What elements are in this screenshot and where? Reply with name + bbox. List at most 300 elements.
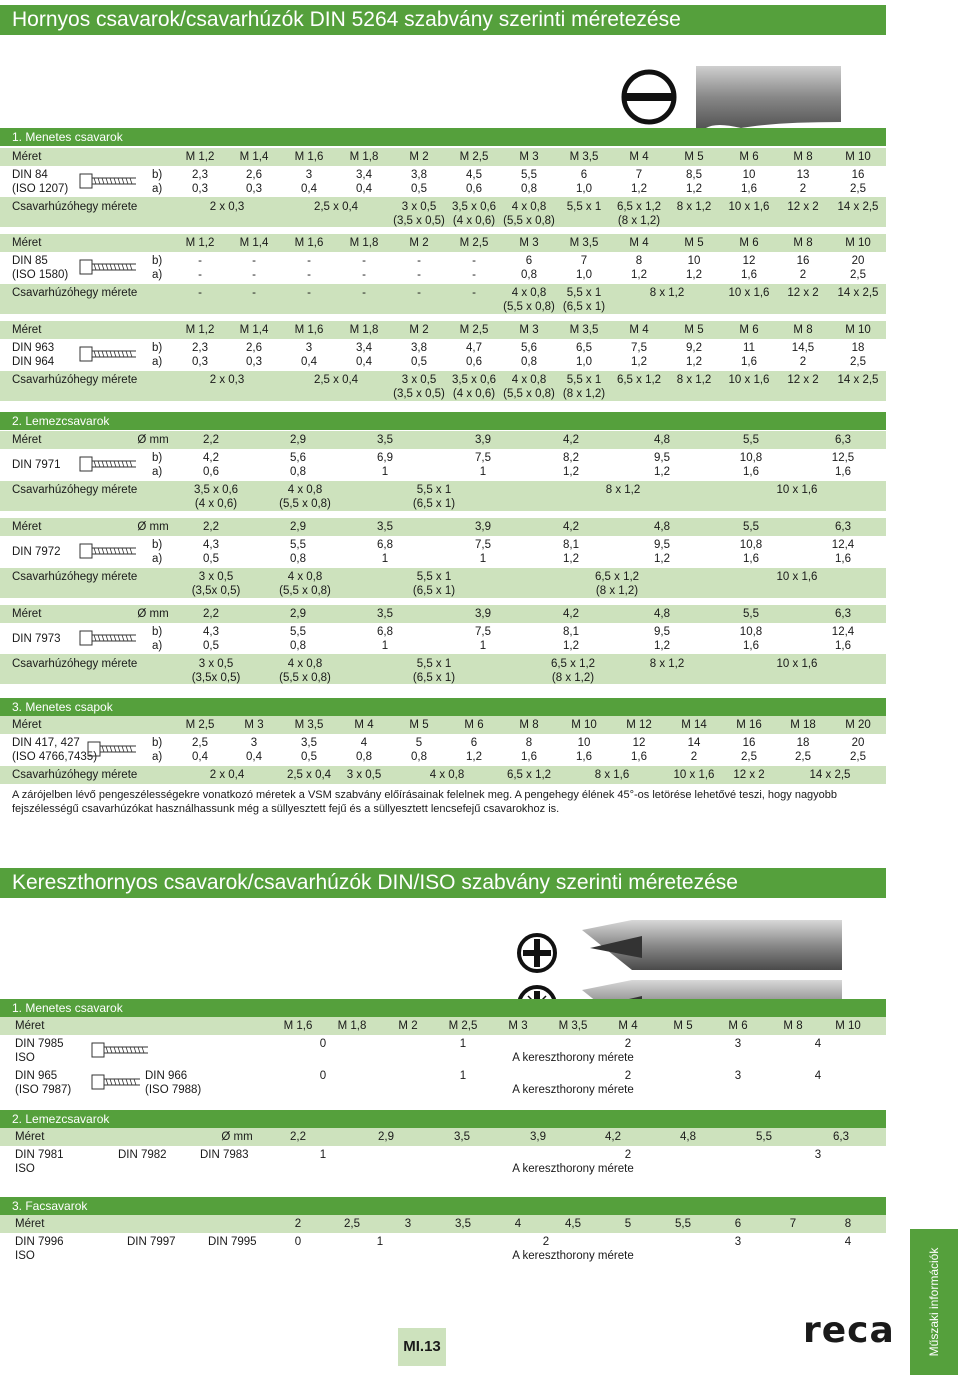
value-b: 10,8 [739, 452, 763, 464]
cross-size: 1 [459, 1070, 467, 1082]
size-header: 4 [514, 1218, 522, 1230]
tip-size: 3 x 0,5 [401, 374, 437, 386]
value-b: - [198, 255, 202, 267]
value-a: - [252, 269, 256, 281]
size-header: M 8 [793, 324, 813, 336]
size-header: M 1,8 [349, 237, 379, 249]
value-b: - [472, 255, 476, 267]
tip-size-alt: (8 x 1,2) [551, 672, 595, 684]
value-a: 0,3 [192, 356, 208, 368]
value-b: 14,5 [791, 342, 815, 354]
size-header: M 1,8 [349, 151, 379, 163]
standard-name: DIN 964 [12, 356, 55, 368]
size-header: 4,2 [605, 1131, 621, 1143]
section-title-slotted: Hornyos csavarok/csavarhúzók DIN 5264 szabvány szerinti méretezése [0, 5, 886, 35]
value-b: 2,3 [192, 169, 208, 181]
tip-size: 4 x 0,8 [287, 571, 323, 583]
side-tab: Műszaki információk [910, 1229, 958, 1375]
standard-name: DIN 7997 [127, 1236, 176, 1248]
value-a: 1,6 [576, 751, 592, 763]
value-b: 3 [305, 342, 313, 354]
value-a: 1,2 [654, 553, 670, 565]
value-b: 10 [577, 737, 591, 749]
size-header: M 8 [519, 719, 539, 731]
row-label-tip: Csavarhúzóhegy mérete [12, 769, 138, 781]
size-header: 2,2 [203, 434, 219, 446]
row-label-size: Méret [15, 1131, 45, 1143]
section-heading: 3. Menetes csapok [0, 698, 886, 716]
size-header: M 2,5 [459, 324, 489, 336]
size-header: M 1,2 [185, 237, 215, 249]
row-label-a: a) [152, 640, 163, 652]
standard-name: (ISO 1580) [12, 269, 69, 281]
value-a: 1,2 [466, 751, 482, 763]
standard-name: (ISO 7987) [15, 1084, 72, 1096]
size-header: 7 [789, 1218, 797, 1230]
value-a: 1,2 [563, 466, 579, 478]
value-a: 0,4 [301, 183, 317, 195]
value-a: - [472, 269, 476, 281]
tip-size-alt: (5,5 x 0,8) [503, 388, 555, 400]
value-a: 1,6 [631, 751, 647, 763]
value-a: 0,4 [246, 751, 262, 763]
row-label-tip: Csavarhúzóhegy mérete [12, 374, 138, 386]
tip-size-alt: (3,5 x 0,5) [393, 388, 445, 400]
row-label-b: b) [152, 255, 163, 267]
row-label-tip: Csavarhúzóhegy mérete [12, 658, 138, 670]
value-a: 1,6 [743, 466, 759, 478]
value-b: 20 [851, 737, 865, 749]
tip-size-alt: (8 x 1,2) [562, 388, 606, 400]
cross-size: 4 [844, 1236, 852, 1248]
value-a: 1,2 [654, 466, 670, 478]
size-header: 3,5 [377, 608, 393, 620]
value-a: 0,4 [301, 356, 317, 368]
size-header: 2,2 [203, 608, 219, 620]
standard-name: DIN 7971 [12, 459, 61, 471]
size-header: 3,9 [475, 521, 491, 533]
value-b: 5,5 [521, 169, 537, 181]
tip-size: 3 x 0,5 [198, 658, 234, 670]
value-a: 1 [381, 466, 389, 478]
tip-size: 2 x 0,4 [209, 769, 245, 781]
tip-size-alt: (4 x 0,6) [194, 498, 238, 510]
value-b: 9,2 [686, 342, 702, 354]
row-label-size: Méret [12, 521, 42, 533]
row-label-a: a) [152, 269, 163, 281]
tip-size: 2,5 x 0,4 [286, 769, 332, 781]
size-header: 4,8 [654, 434, 670, 446]
size-header: M 1,6 [294, 151, 324, 163]
tip-size-alt: (4 x 0,6) [452, 388, 496, 400]
cross-size: 3 [734, 1070, 742, 1082]
value-b: 18 [851, 342, 865, 354]
size-header: 4,8 [680, 1131, 696, 1143]
size-header: M 6 [739, 237, 759, 249]
row-label-a: a) [152, 466, 163, 478]
value-a: 2,5 [850, 751, 866, 763]
value-a: 1 [381, 640, 389, 652]
size-header: 5 [624, 1218, 632, 1230]
size-header: 5,5 [743, 521, 759, 533]
cross-size: 0 [294, 1236, 302, 1248]
value-b: 5,6 [521, 342, 537, 354]
tip-size: - [198, 287, 202, 299]
size-header: M 3,5 [558, 1020, 588, 1032]
row-label-tip: Csavarhúzóhegy mérete [12, 571, 138, 583]
section-heading: 2. Lemezcsavarok [0, 1110, 886, 1128]
value-b: 8,2 [563, 452, 579, 464]
size-header: 2,9 [290, 434, 306, 446]
size-header: M 8 [783, 1020, 803, 1032]
size-header: M 5 [684, 237, 704, 249]
standard-name: DIN 7981 [15, 1149, 64, 1161]
value-b: 2,6 [246, 169, 262, 181]
value-b: 6,5 [576, 342, 592, 354]
size-header: 3,9 [475, 434, 491, 446]
value-a: 1,2 [563, 553, 579, 565]
value-b: 3,5 [301, 737, 317, 749]
value-a: 0,8 [290, 640, 306, 652]
row-label-size: Méret [12, 151, 42, 163]
tip-size: 8 x 1,2 [676, 374, 712, 386]
size-header: M 2,5 [459, 237, 489, 249]
size-header: M 1,2 [185, 151, 215, 163]
size-header: 3,9 [530, 1131, 546, 1143]
cross-size: 1 [376, 1236, 384, 1248]
tip-size: 6,5 x 1,2 [506, 769, 552, 781]
value-a: 1,0 [576, 356, 592, 368]
value-a: 0,5 [203, 640, 219, 652]
size-header: 4,2 [563, 434, 579, 446]
value-b: 3,8 [411, 342, 427, 354]
value-b: - [417, 255, 421, 267]
row-label-size: Méret [12, 608, 42, 620]
tip-size: 4 x 0,8 [287, 658, 323, 670]
size-header: M 3 [519, 237, 539, 249]
value-a: 1 [479, 640, 487, 652]
value-a: 2,5 [850, 183, 866, 195]
value-a: 2 [799, 356, 807, 368]
row-label-size: Méret [12, 719, 42, 731]
tip-size: - [252, 287, 256, 299]
screw-diagram-icon [86, 738, 138, 760]
size-header: 6,3 [833, 1131, 849, 1143]
value-a: 0,6 [203, 466, 219, 478]
tip-size: 14 x 2,5 [837, 201, 879, 213]
tip-size-alt: (3,5x 0,5) [191, 585, 241, 597]
screw-diagram-icon [78, 540, 138, 562]
value-a: 2 [799, 269, 807, 281]
tip-size: - [417, 287, 421, 299]
value-b: 10,8 [739, 539, 763, 551]
size-header: M 2 [398, 1020, 418, 1032]
value-b: 4,5 [466, 169, 482, 181]
row-label-a: a) [152, 751, 163, 763]
size-header: 4,2 [563, 521, 579, 533]
value-a: 1,6 [521, 751, 537, 763]
standard-name: DIN 7972 [12, 546, 61, 558]
size-header: M 16 [736, 719, 762, 731]
size-header: M 4 [629, 237, 649, 249]
size-header: 2 [294, 1218, 302, 1230]
tip-size: 14 x 2,5 [837, 287, 879, 299]
size-header: 5,5 [743, 608, 759, 620]
cross-size: 4 [814, 1070, 822, 1082]
cross-size: 2 [542, 1236, 550, 1248]
value-b: 7,5 [475, 452, 491, 464]
value-a: 1,0 [576, 183, 592, 195]
tip-size-alt: (5,5 x 0,8) [503, 215, 555, 227]
size-header: M 10 [845, 237, 871, 249]
size-header: M 1,2 [185, 324, 215, 336]
cross-size: 4 [814, 1038, 822, 1050]
value-a: 0,8 [521, 183, 537, 195]
size-header: M 1,6 [283, 1020, 313, 1032]
size-header: M 2,5 [185, 719, 215, 731]
section-title-phillips: Kereszthornyos csavarok/csavarhúzók DIN/ISO szabvány szerinti méretezése [0, 868, 886, 898]
value-b: 3 [250, 737, 258, 749]
tip-size-alt: (4 x 0,6) [452, 215, 496, 227]
row-label-tip: Csavarhúzóhegy mérete [12, 484, 138, 496]
value-b: 3,8 [411, 169, 427, 181]
value-b: 5,5 [290, 626, 306, 638]
row-label-b: b) [152, 342, 163, 354]
value-b: 9,5 [654, 626, 670, 638]
size-header: 6,3 [835, 521, 851, 533]
standard-name: ISO [15, 1163, 35, 1175]
size-header: M 8 [793, 151, 813, 163]
cross-size: 0 [319, 1070, 327, 1082]
tip-size: 3 x 0,5 [401, 201, 437, 213]
value-b: 18 [796, 737, 810, 749]
value-b: 5,5 [290, 539, 306, 551]
size-header: 4,8 [654, 521, 670, 533]
size-header: 4,5 [565, 1218, 581, 1230]
size-header: M 10 [845, 151, 871, 163]
size-header: M 1,8 [337, 1020, 367, 1032]
size-header: 3,5 [377, 434, 393, 446]
size-header: 2,9 [290, 608, 306, 620]
value-a: 2,5 [795, 751, 811, 763]
value-b: 13 [796, 169, 810, 181]
tip-size: 10 x 1,6 [673, 769, 715, 781]
size-header: M 1,4 [239, 324, 269, 336]
screw-diagram-icon [90, 1071, 142, 1093]
value-a: - [362, 269, 366, 281]
value-b: 8 [525, 737, 533, 749]
row-label-tip: Csavarhúzóhegy mérete [12, 287, 138, 299]
value-b: 12,4 [831, 539, 855, 551]
tip-size-alt: (6,5 x 1) [412, 672, 456, 684]
size-header: M 10 [835, 1020, 861, 1032]
screw-diagram-icon [78, 256, 138, 278]
value-a: - [307, 269, 311, 281]
value-b: 10 [742, 169, 756, 181]
size-header: 6,3 [835, 608, 851, 620]
standard-name: DIN 7983 [200, 1149, 249, 1161]
size-header: M 5 [684, 151, 704, 163]
size-header: M 12 [626, 719, 652, 731]
tip-size: 2,5 x 0,4 [313, 201, 359, 213]
value-b: 6 [580, 169, 588, 181]
standard-name: DIN 965 [15, 1070, 58, 1082]
value-b: 4,3 [203, 626, 219, 638]
row-label-a: a) [152, 553, 163, 565]
value-a: 2,5 [741, 751, 757, 763]
tip-size: 4 x 0,8 [287, 484, 323, 496]
screw-diagram-icon [78, 627, 138, 649]
tip-size: 5,5 x 1 [416, 571, 452, 583]
tip-size: 12 x 2 [787, 287, 819, 299]
size-header: 3,5 [377, 521, 393, 533]
tip-size: 2,5 x 0,4 [313, 374, 359, 386]
value-a: 1,6 [741, 356, 757, 368]
tip-size: 4 x 0,8 [429, 769, 465, 781]
cross-size: 1 [459, 1038, 467, 1050]
value-b: 5,6 [290, 452, 306, 464]
value-a: 2,5 [850, 356, 866, 368]
value-b: 16 [742, 737, 756, 749]
phillips-head-icon [516, 932, 558, 974]
value-a: 1,2 [631, 269, 647, 281]
tip-size: 5,5 x 1 [416, 484, 452, 496]
value-b: 9,5 [654, 452, 670, 464]
value-b: 12,4 [831, 626, 855, 638]
tip-size-alt: (6,5 x 1) [562, 301, 606, 313]
size-header: M 3 [244, 719, 264, 731]
standard-name: (ISO 7988) [145, 1084, 202, 1096]
size-header: M 3 [519, 151, 539, 163]
size-header: M 5 [673, 1020, 693, 1032]
size-header: M 6 [739, 151, 759, 163]
value-b: 12 [742, 255, 756, 267]
value-b: 10,8 [739, 626, 763, 638]
size-header: 5,5 [675, 1218, 691, 1230]
value-a: 1,2 [686, 356, 702, 368]
standard-name: ISO [15, 1250, 35, 1262]
value-a: 1,6 [741, 269, 757, 281]
cross-size: 2 [624, 1149, 632, 1161]
footnote: A zárójelben lévő pengeszélességekre vonatkozó méretek a VSM szabvány előírásainak felelnek meg. A pengehegy élének 45°-os letörése lehetővé teszi, hogy nagyobb fejszélességű csavarhúzókat használhassunk még a süllyesztett fejű és a süllyesztett lencsefejű csavarokhoz is. [12, 789, 838, 815]
size-header: M 4 [629, 324, 649, 336]
value-a: 1,2 [686, 269, 702, 281]
size-header: 5,5 [756, 1131, 772, 1143]
value-b: 16 [851, 169, 865, 181]
value-a: 1,6 [835, 553, 851, 565]
value-b: 12 [632, 737, 646, 749]
size-header: 3,5 [455, 1218, 471, 1230]
size-header: M 1,6 [294, 237, 324, 249]
value-b: 6 [470, 737, 478, 749]
row-label-size: Méret [15, 1020, 45, 1032]
tip-size: 3 x 0,5 [198, 571, 234, 583]
value-b: 6,8 [377, 626, 393, 638]
value-a: 1,2 [654, 640, 670, 652]
row-label-tip: Csavarhúzóhegy mérete [12, 201, 138, 213]
size-header: 3 [404, 1218, 412, 1230]
value-a: 0,8 [521, 269, 537, 281]
size-header: M 3 [519, 324, 539, 336]
value-a: - [417, 269, 421, 281]
unit-label: Ø mm [137, 434, 169, 446]
value-b: 2,3 [192, 342, 208, 354]
size-header: M 1,4 [239, 237, 269, 249]
size-header: M 6 [728, 1020, 748, 1032]
row-label-a: a) [152, 356, 163, 368]
row-label-b: b) [152, 169, 163, 181]
value-b: 12,5 [831, 452, 855, 464]
value-a: 0,5 [301, 751, 317, 763]
size-header: M 6 [739, 324, 759, 336]
size-header: 2,5 [344, 1218, 360, 1230]
value-a: 1,6 [741, 183, 757, 195]
slotted-head-icon [620, 68, 678, 126]
standard-name: DIN 966 [145, 1070, 188, 1082]
value-a: 0,3 [192, 183, 208, 195]
row-label-a: a) [152, 183, 163, 195]
value-a: 0,5 [411, 183, 427, 195]
value-a: - [198, 269, 202, 281]
tip-size: 10 x 1,6 [728, 287, 770, 299]
tip-size: 8 x 1,2 [605, 484, 641, 496]
tip-size: 5,5 x 1 [566, 287, 602, 299]
size-header: 2,9 [378, 1131, 394, 1143]
tip-size-alt: (6,5 x 1) [412, 498, 456, 510]
value-a: 1 [381, 553, 389, 565]
tip-size-alt: (6,5 x 1) [412, 585, 456, 597]
standard-name: DIN 7985 [15, 1038, 64, 1050]
tip-size: 10 x 1,6 [776, 484, 818, 496]
cross-label: A kereszthorony mérete [512, 1052, 634, 1064]
tip-size-alt: (3,5x 0,5) [191, 672, 241, 684]
size-header: M 10 [845, 324, 871, 336]
screw-diagram-icon [78, 170, 138, 192]
size-header: 4,8 [654, 608, 670, 620]
value-a: 1 [479, 466, 487, 478]
cross-size: 0 [319, 1038, 327, 1050]
value-b: 6 [525, 255, 533, 267]
size-header: 3,9 [475, 608, 491, 620]
value-a: 1,2 [563, 640, 579, 652]
size-header: 6,3 [835, 434, 851, 446]
tip-size: 6,5 x 1,2 [616, 201, 662, 213]
value-b: 9,5 [654, 539, 670, 551]
tip-size: - [307, 287, 311, 299]
size-header: M 1,4 [239, 151, 269, 163]
tip-size: 3,5 x 0,6 [193, 484, 239, 496]
size-header: 5,5 [743, 434, 759, 446]
value-b: 8,1 [563, 626, 579, 638]
tip-size: 12 x 2 [733, 769, 765, 781]
section-heading: 1. Menetes csavarok [0, 128, 886, 146]
size-header: M 5 [409, 719, 429, 731]
size-header: M 3,5 [569, 151, 599, 163]
tip-size: 3,5 x 0,6 [451, 374, 497, 386]
value-a: 1 [479, 553, 487, 565]
unit-label: Ø mm [137, 521, 169, 533]
value-b: 4,7 [466, 342, 482, 354]
size-header: 2,9 [290, 521, 306, 533]
tip-size-alt: (5,5 x 0,8) [503, 301, 555, 313]
size-header: M 2 [409, 151, 429, 163]
tip-size: 10 x 1,6 [776, 658, 818, 670]
unit-label: Ø mm [221, 1131, 253, 1143]
tip-size: 5,5 x 1 [416, 658, 452, 670]
size-header: M 2,5 [448, 1020, 478, 1032]
size-header: M 2,5 [459, 151, 489, 163]
standard-name: DIN 7982 [118, 1149, 167, 1161]
